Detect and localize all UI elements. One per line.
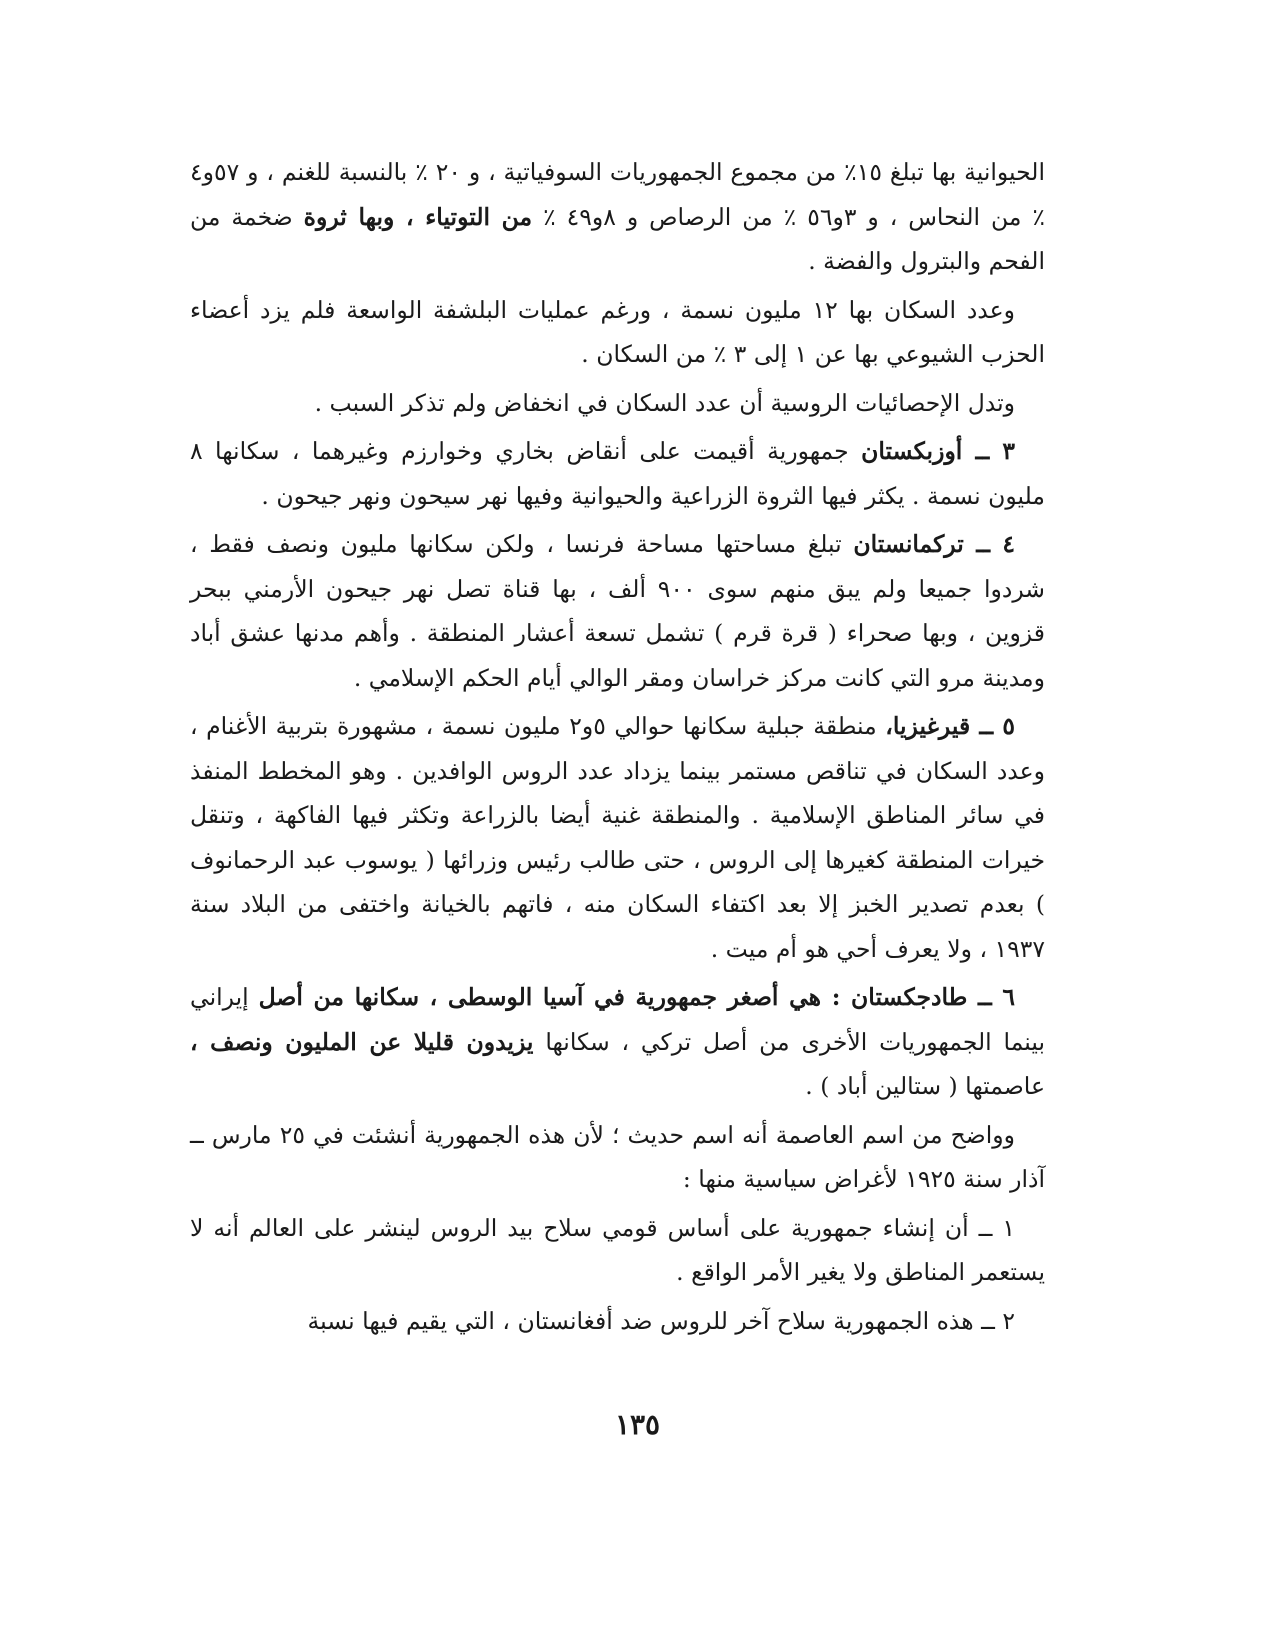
text-run: جمهورية أقيمت على أنقاض بخاري وخوارزم وغيرهما ، سكانها ٨ مليون نسمة . يكثر فيها الثروة الزراعية والحيوانية وفيها نهر سيحون ونهر جيحون .	[190, 437, 1045, 510]
text-run: وعدد السكان بها ١٢ مليون نسمة ، ورغم عمليات البلشفة الواسعة فلم يزد أعضاء الحزب الشيوعي بها عن ١ إلى ٣ ٪ من السكان .	[190, 295, 1045, 368]
text-run: ٢ ــ هذه الجمهورية سلاح آخر للروس ضد أفغانستان ، التي يقيم فيها نسبة	[307, 1306, 1015, 1335]
bold-text: ٤ ــ تركمانستان	[853, 530, 1015, 558]
bold-text: ٦ ــ طادجكستان : هي أصغر جمهورية في آسيا الوسطى ، سكانها من أصل	[258, 983, 1015, 1011]
paragraph	[190, 1113, 1045, 1202]
body-text	[190, 150, 1045, 1347]
text-run: ضخمة من الفحم والبترول والفضة .	[190, 202, 1045, 275]
text-run: إيراني بينما الجمهوريات الأخرى من أصل تركي ، سكانها	[190, 983, 1046, 1056]
bold-text: يزيدون قليلا عن المليون ونصف ،	[190, 1027, 534, 1056]
page-number: ١٣٥	[614, 1408, 661, 1441]
bold-text: ٣ ــ أوزبكستان	[861, 437, 1016, 465]
text-run: وواضح من اسم العاصمة أنه اسم حديث ؛ لأن هذه الجمهورية أنشئت في ٢٥ مارس ــ آذار سنة ١٩٢٥ لأغراض سياسية منها :	[190, 1120, 1045, 1193]
paragraph	[190, 288, 1045, 377]
bold-text: من التوتياء ، وبها ثروة	[303, 202, 533, 231]
text-run: تبلغ مساحتها مساحة فرنسا ، ولكن سكانها مليون ونصف فقط ، شردوا جميعا ولم يبق منهم سوى ٩٠٠ ألف ، بها قناة تصل نهر جيحون الأرمني ببحر قزوين ، وبها صحراء ( قرة قرم ) تشمل تسعة أعشار المنطقة . وأهم مدنها عشق أباد ومدينة مرو التي كانت مركز خراسان ومقر الوالي أيام الحكم الإسلامي .	[190, 530, 1045, 692]
paragraph	[190, 381, 1045, 426]
paragraph	[190, 1299, 1045, 1344]
text-run: منطقة جبلية سكانها حوالي ٥و٢ مليون نسمة ، مشهورة بتربية الأغنام ، وعدد السكان في تناقص مستمر بينما يزداد عدد الروس الوافدين . وهو المخطط المنفذ في سائر المناطق الإسلامية . والمنطقة غنية أيضا بالزراعة وتكثر فيها الفاكهة ، وتنقل خيرات المنطقة كغيرها إلى الروس ، حتى طالب رئيس وزرائها ( يوسوب عبد الرحمانوف ) بعدم تصدير الخبز إلا بعد اكتفاء السكان منه ، فاتهم بالخيانة واختفى من البلاد سنة ١٩٣٧ ، ولا يعرف أحي هو أم ميت .	[190, 712, 1045, 963]
paragraph	[190, 975, 1045, 1109]
bold-text: ٥ ــ قيرغيزيا،	[885, 712, 1015, 740]
paragraph	[190, 429, 1045, 518]
text-run: وتدل الإحصائيات الروسية أن عدد السكان في انخفاض ولم تذكر السبب .	[314, 388, 1015, 417]
text-run: عاصمتها ( ستالين أباد ) .	[805, 1072, 1045, 1100]
paragraph	[190, 522, 1045, 700]
text-run: الحيوانية بها تبلغ ١٥٪ من مجموع الجمهوريات السوفياتية ، و ٢٠ ٪ بالنسبة للغنم ، و ٥٧و٤ ٪ من النحاس ، و ٣و٥٦ ٪ من الرصاص و ٨و٤٩ ٪	[190, 158, 1045, 231]
paragraph	[190, 150, 1045, 284]
text-run: ١ ــ أن إنشاء جمهورية على أساس قومي سلاح بيد الروس لينشر على العالم أنه لا يستعمر المناطق ولا يغير الأمر الواقع .	[190, 1213, 1045, 1286]
paragraph	[190, 1206, 1045, 1295]
paragraph	[190, 704, 1045, 971]
